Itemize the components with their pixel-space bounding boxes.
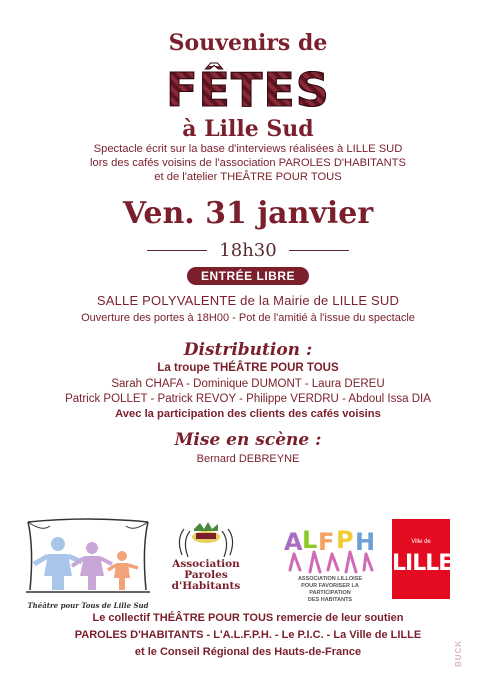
opening-info: Ouverture des portes à 18H00 - Pot de l'amitié à l'issue du spectacle [81, 312, 415, 324]
participation-note: Avec la participation des clients des cafés voisins [115, 408, 381, 420]
alfph-subtitle [280, 576, 380, 604]
director-name: Bernard DEBREYNE [196, 453, 300, 465]
entry-badge-row [0, 267, 496, 285]
alfph-subtitle-line: DES HABITANTS [307, 597, 353, 603]
paroles-logo-line: d'Habitants [171, 580, 241, 592]
intro-line: Spectacle écrit sur la base d'interviews réalisées à LILLE SUD [93, 143, 403, 155]
paroles-logo-line: Association [172, 558, 240, 570]
cast-list [0, 377, 496, 407]
alfph-logo [280, 520, 380, 602]
footer-line: PAROLES D'HABITANTS - L'A.L.F.P.H. - Le P.I.C. - La Ville de LILLE [74, 629, 422, 641]
divider [147, 250, 207, 251]
divider [289, 250, 349, 251]
entry-badge: ENTRÉE LIBRE [187, 267, 309, 285]
title-fetes [0, 63, 496, 117]
event-time-row [0, 240, 496, 261]
alfph-letters-icon [280, 520, 380, 576]
lille-logo-small: Ville de [411, 539, 431, 545]
curtain-figures-icon [24, 518, 152, 598]
lille-logo-big: LILLE [392, 551, 453, 576]
theatre-pour-tous-logo [24, 518, 152, 610]
designer-credit-text: BUCK [454, 639, 464, 668]
event-date: Ven. 31 janvier [122, 196, 374, 231]
theatre-logo-caption: Théâtre pour Tous de Lille Sud [27, 601, 149, 610]
svg-text:L: L [302, 526, 318, 554]
direction-heading: Mise en scène : [174, 430, 322, 450]
cast-line: Sarah CHAFA - Dominique DUMONT - Laura DEREU [111, 378, 385, 390]
footer-line: et le Conseil Régional des Hauts-de-France [134, 646, 362, 658]
paroles-logo-line: Paroles [184, 569, 228, 581]
event-time: 18h30 [219, 240, 277, 261]
distribution-heading: Distribution : [183, 340, 313, 360]
cast-line: Patrick POLLET - Patrick REVOY - Philippe VERDRU - Abdoul Issa DIA [65, 393, 431, 405]
thanks-footer [0, 610, 496, 661]
footer-line: Le collectif THÉÂTRE POUR TOUS remercie de leur soutien [92, 612, 404, 624]
alfph-subtitle-line: ASSOCIATION LILLOISE [297, 576, 363, 582]
svg-text:A: A [284, 528, 303, 556]
svg-text:F: F [318, 528, 335, 556]
ville-de-lille-logo [392, 519, 453, 599]
title-line-1: Souvenirs de [168, 30, 328, 56]
hands-icon [168, 519, 244, 559]
designer-credit [454, 635, 473, 679]
paroles-logo-name [168, 559, 244, 592]
title-fetes-text: FÊTES [166, 63, 330, 117]
title-line-3: à Lille Sud [182, 116, 314, 142]
venue: SALLE POLYVALENTE de la Mairie de LILLE SUD [96, 293, 400, 308]
intro-line: et de l'atelier THEÂTRE POUR TOUS [154, 171, 342, 183]
svg-text:P: P [336, 526, 354, 554]
svg-text:H: H [355, 528, 376, 556]
troupe-name: La troupe THÉÂTRE POUR TOUS [157, 362, 339, 374]
paroles-habitants-logo [168, 519, 244, 601]
intro-line: lors des cafés voisins de l'association PAROLES D'HABITANTS [90, 157, 406, 169]
intro-text [0, 142, 496, 184]
alfph-subtitle-line: POUR FAVORISER LA PARTICIPATION [301, 583, 359, 596]
